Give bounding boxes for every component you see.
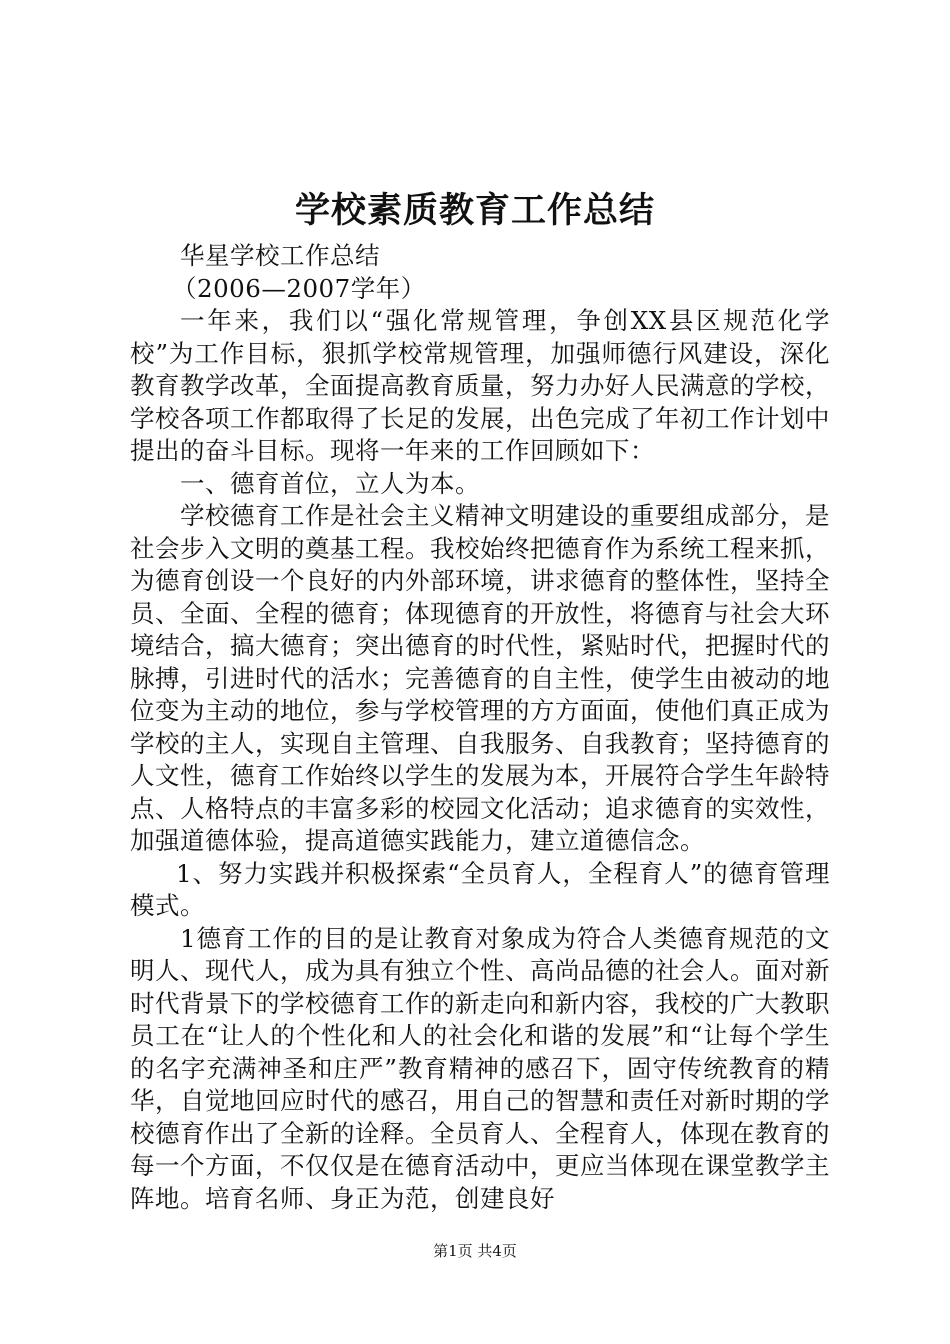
subtitle-school: 华星学校工作总结	[180, 241, 380, 270]
subtitle-year: （2006—2007学年）	[172, 273, 426, 303]
section-heading-1: 一、德育首位，立人为本。	[180, 468, 480, 498]
body-paragraph: 学校德育工作是社会主义精神文明建设的重要组成部分，是社会步入文明的奠基工程。我校始终把德育作为系统工程来抓，为德育创设一个良好的内外部环境，讲求德育的整体性，坚持全员、全面、全程的德育；体现德育的开放性，将德育与社会大环境结合，搞大德育；突出德育的时代性，紧贴时代，把握时代的脉搏，引进时代的活水；完善德育的自主性，使学生由被动的地位变为主动的地位，参与学校管理的方方面面，使他们真正成为学校的主人，实现自主管理、自我服务、自我教育；坚持德育的人文性，德育工作始终以学生的发展为本，开展符合学生年龄特点、人格特点的丰富多彩的校园文化活动；追求德育的实效性，加强道德体验，提高道德实践能力，建立道德信念。	[130, 501, 830, 855]
intro-paragraph: 一年来，我们以“强化常规管理，争创XX县区规范化学校”为工作目标，狠抓学校常规管理，加强师德行风建设，深化教育教学改革，全面提高教育质量，努力办好人民满意的学校，学校各项工作都取得了长足的发展，出色完成了年初工作计划中提出的奋斗目标。现将一年来的工作回顾如下：	[130, 306, 830, 465]
page-footer: 第1页 共4页	[433, 1242, 517, 1260]
document-title: 学校素质教育工作总结	[294, 190, 655, 231]
body-paragraph: 1德育工作的目的是让教育对象成为符合人类德育规范的文明人、现代人，成为具有独立个性、高尚品德的社会人。面对新时代背景下的学校德育工作的新走向和新内容，我校的广大教职员工在“让人的个性化和人的社会化和谐的发展”和“让每个学生的名字充满神圣和庄严”教育精神的感召下，固守传统教育的精华，自觉地回应时代的感召，用自己的智慧和责任对新时期的学校德育作出了全新的诠释。全员育人、全程育人，体现在教育的每一个方面，不仅仅是在德育活动中，更应当体现在课堂教学主阵地。培育名师、身正为范，创建良好	[130, 923, 830, 1213]
subsection-heading-1: 1、努力实践并积极探索“全员育人，全程育人”的德育管理模式。	[130, 858, 830, 920]
document-body	[130, 240, 830, 1215]
